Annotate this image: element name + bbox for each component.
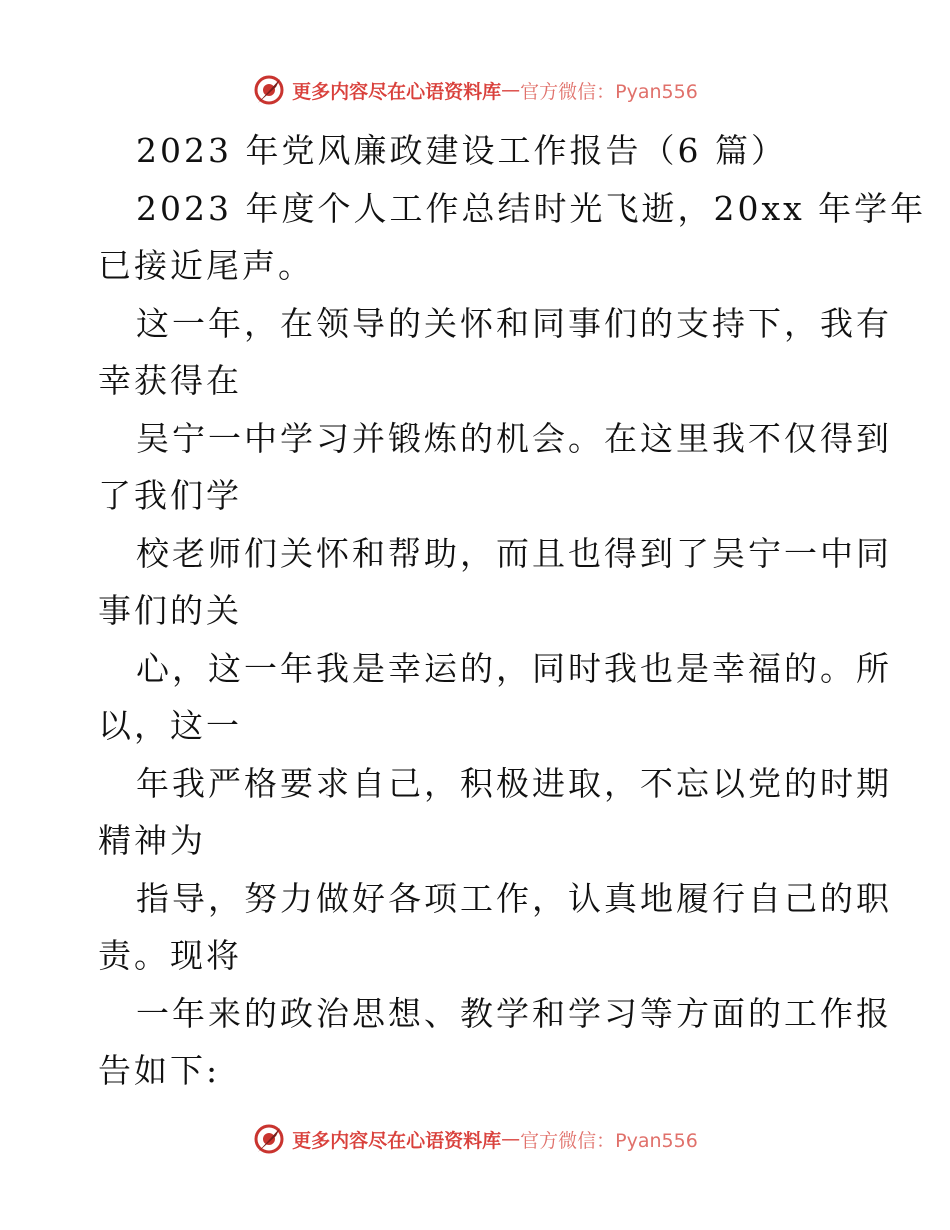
watermark-contact: 官方微信：Pyan556: [520, 80, 698, 103]
paragraph-line: 了我们学: [98, 476, 242, 515]
quill-logo-icon: [252, 73, 286, 107]
watermark-banner-bottom: [0, 1119, 950, 1159]
paragraph-line: 这一年，在领导的关怀和同事们的支持下，我有: [136, 303, 892, 343]
quill-logo-icon: [252, 1122, 286, 1156]
paragraph-line: 2023 年度个人工作总结时光飞逝，20xx 年学年: [136, 188, 927, 228]
document-body: [98, 122, 927, 1100]
paragraph-line: 吴宁一中学习并锻炼的机会。在这里我不仅得到: [136, 418, 892, 458]
paragraph-line: 校老师们关怀和帮助，而且也得到了吴宁一中同: [136, 533, 892, 573]
watermark-contact: 官方微信：Pyan556: [520, 1129, 698, 1152]
paragraph-line: 责。现将: [98, 936, 242, 975]
paragraph-line: 指导，努力做好各项工作，认真地履行自己的职: [136, 878, 892, 918]
paragraph-line: 一年来的政治思想、教学和学习等方面的工作报: [136, 993, 892, 1033]
watermark-separator: —: [501, 1128, 521, 1150]
paragraph-line: 心，这一年我是幸运的，同时我也是幸福的。所: [136, 648, 892, 688]
paragraph-line: 以，这一: [98, 706, 242, 745]
watermark-brand: 更多内容尽在心语资料库: [292, 80, 502, 103]
watermark-brand: 更多内容尽在心语资料库: [292, 1129, 502, 1152]
paragraph-line: 幸获得在: [98, 361, 242, 400]
paragraph-line: 事们的关: [98, 591, 242, 630]
watermark-banner-top: [0, 70, 950, 110]
paragraph-line: 年我严格要求自己，积极进取，不忘以党的时期: [136, 763, 892, 803]
paragraph-line: 告如下:: [98, 1051, 221, 1090]
paragraph-line: 已接近尾声。: [98, 246, 314, 285]
document-title: 2023 年党风廉政建设工作报告（6 篇）: [136, 131, 787, 170]
paragraph-line: 精神为: [98, 821, 206, 860]
watermark-separator: —: [501, 79, 521, 101]
